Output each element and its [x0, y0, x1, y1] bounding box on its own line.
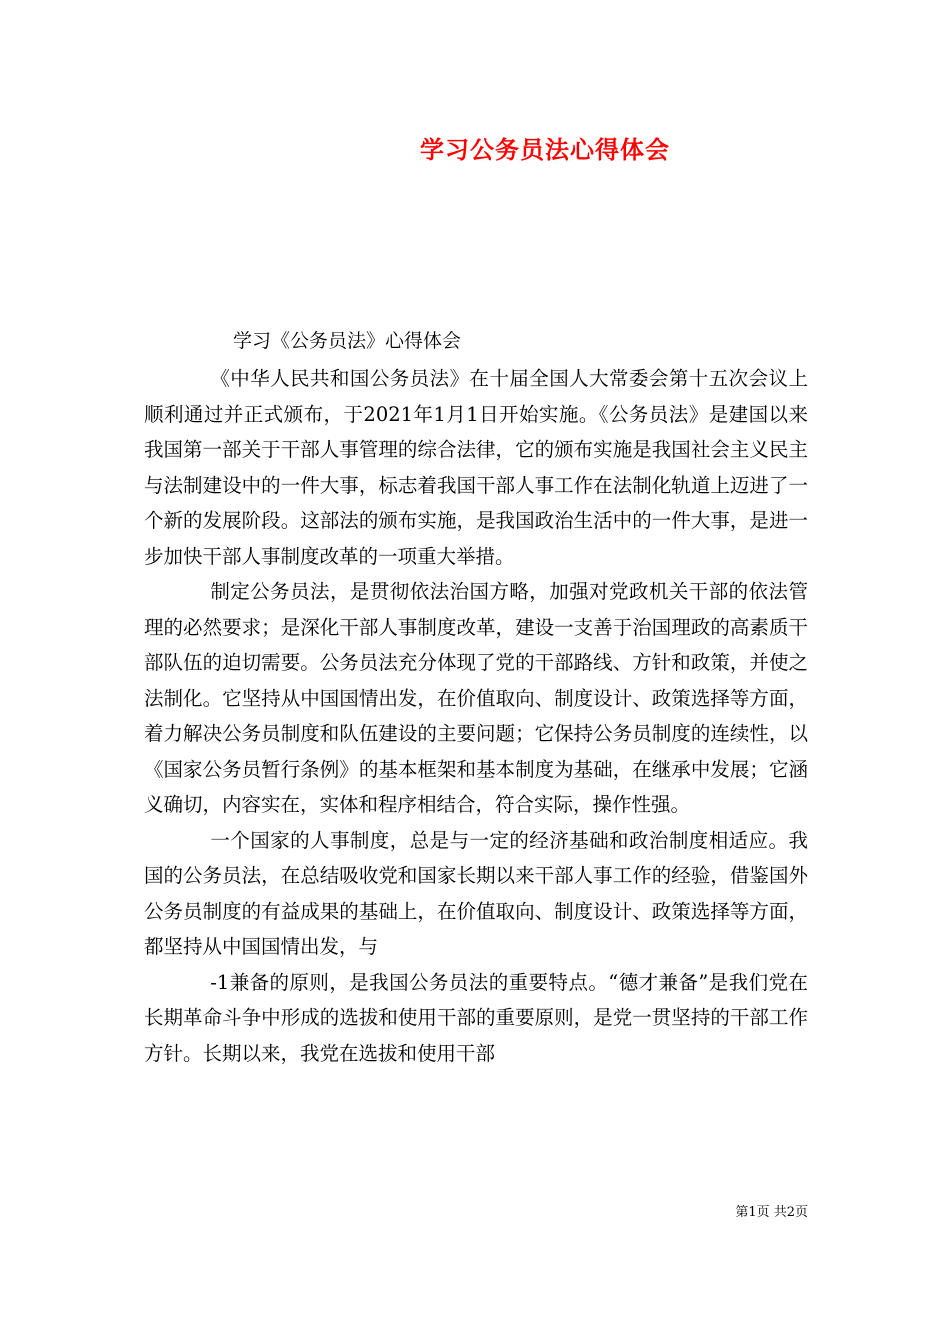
document-title: 学习公务员法心得体会: [420, 136, 670, 164]
paragraph-3: 一个国家的人事制度，总是与一定的经济基础和政治制度相适应。我国的公务员法，在总结吸收党和国家长期以来干部人事工作的经验，借鉴国外公务员制度的有益成果的基础上，在价值取向、制度设计、政策选择等方面，都坚持从中国国情出发，与: [144, 828, 808, 958]
paragraph-4: -1兼备的原则，是我国公务员法的重要特点。“德才兼备”是我们党在长期革命斗争中形成的选拔和使用干部的重要原则，是党一贯坚持的干部工作方针。长期以来，我党在选拔和使用干部: [144, 970, 808, 1065]
paragraph-2: 制定公务员法，是贯彻依法治国方略，加强对党政机关干部的依法管理的必然要求；是深化干部人事制度改革，建设一支善于治国理政的高素质干部队伍的迫切需要。公务员法充分体现了党的干部路线、方针和政策，并使之法制化。它坚持从中国国情出发，在价值取向、制度设计、政策选择等方面，着力解决公务员制度和队伍建设的主要问题；它保持公务员制度的连续性，以《国家公务员暂行条例》的基本框架和基本制度为基础，在继承中发展；它涵义确切，内容实在，实体和程序相结合，符合实际，操作性强。: [144, 580, 808, 816]
page-number-footer: 第1页 共2页: [735, 1205, 808, 1220]
paragraph-1: 《中华人民共和国公务员法》在十届全国人大常委会第十五次会议上顺利通过并正式颁布，于2021年1月1日开始实施。《公务员法》是建国以来我国第一部关于干部人事管理的综合法律，它的颁布实施是我国社会主义民主与法制建设中的一件大事，标志着我国干部人事工作在法制化轨道上迈进了一个新的发展阶段。这部法的颁布实施，是我国政治生活中的一件大事，是进一步加快干部人事制度改革的一项重大举措。: [144, 367, 808, 568]
document-subtitle: 学习《公务员法》心得体会: [233, 330, 462, 352]
document-body: [144, 361, 808, 1071]
